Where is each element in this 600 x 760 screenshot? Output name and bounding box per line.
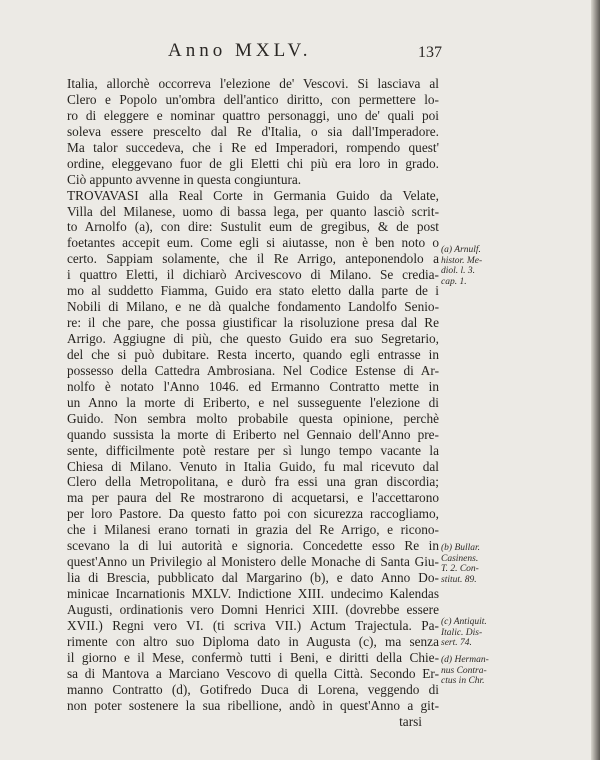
text-line: il giorno e il Mese, confermò tutti i Beni, e diritti della Chie-	[67, 649, 439, 665]
marginal-note-d	[441, 655, 489, 687]
text-line: TROVAVASI alla Real Corte in Germania Guido da Velate,	[67, 187, 439, 203]
text-line: i quattro Eletti, il dichiarò Arcivescovo di Milano. Se credia-	[67, 267, 439, 283]
text-line: quando sussista la morte di Eriberto nel Gennaio dell'Anno pre-	[67, 426, 439, 442]
text-line: Augusti, ordinationis vero Domni Henrici XIII. (dovrebbe essere	[67, 601, 439, 617]
text-line: manno Contratto (d), Gotifredo Duca di Lorena, veggendo di	[67, 681, 439, 697]
text-line: ro di eleggere e nominar quattro personaggi, uno de' quali poi	[67, 107, 439, 123]
text-line: Ciò appunto avvenne in questa congiuntura.	[67, 171, 302, 187]
text-line: sa di Mantova a Marciano Vescovo di quella Città. Secondo Er-	[67, 665, 439, 681]
text-line: minicae Incarnationis MXLV. Indictione XIII. undecimo Kalendas	[67, 586, 439, 601]
text-line: ma per paura del Re mostrarono di acquetarsi, e l'accettarono	[67, 490, 439, 506]
marginal-note-c	[441, 617, 487, 649]
note-line: diol. l. 3.	[441, 266, 476, 276]
marginal-note-b	[441, 543, 480, 585]
text-line: certo. Sappiam solamente, che il Re Arrigo, anteponendolo a	[67, 251, 439, 267]
text-line: Chiesa di Milano. Venuto in Italia Guido, fu mal ricevuto dal	[67, 458, 439, 474]
text-line: che i Milanesi erano tornati in grazia del Re Arrigo, e ricono-	[67, 522, 439, 538]
note-line: cap. 1.	[441, 276, 467, 287]
note-line: nus Contra-	[441, 665, 487, 676]
text-line: soleva essere prescelto dal Re d'Italia, o sia dall'Imperadore.	[67, 123, 439, 139]
text-line: lia di Brescia, pubblicato dal Margarino (b), e dato Anno Do-	[67, 570, 439, 586]
note-line: (b) Bullar.	[441, 543, 481, 553]
note-line: (c) Antiquit.	[441, 617, 487, 627]
note-line: Italic. Dis-	[441, 627, 483, 638]
text-line: Clero e Popolo un'ombra dell'antico diritto, con permettere lo-	[67, 91, 439, 107]
note-line: (d) Herman-	[441, 655, 489, 665]
text-line: Ma talor succedeva, che i Re ed Imperadori, rompendo quest'	[67, 139, 439, 155]
text-line: Villa del Milanese, uomo di bassa lega, per quanto lasciò scrit-	[67, 203, 439, 219]
text-line: quest'Anno un Privilegio al Monistero delle Monache di Santa Giu-	[67, 554, 439, 570]
text-line: per loro Pastore. Da questo fatto poi con sicurezza raccogliamo,	[67, 506, 439, 522]
note-line: (a) Arnulf.	[441, 245, 481, 255]
note-line: Casinens.	[441, 553, 479, 564]
note-line: stitut. 89.	[441, 574, 477, 585]
text-line: scevano la di lui autorità e signoria. Concedette esso Re in	[67, 538, 439, 554]
note-line: histor. Me-	[441, 255, 483, 266]
text-line: Arrigo. Aggiugne di più, che questo Guido era suo Segretario,	[67, 331, 439, 346]
text-line: nolfo è notato l'Anno 1046. ed Ermanno Contratto mette in	[67, 378, 439, 394]
text-line: tarsi	[399, 713, 422, 729]
text-line: Italia, allorchè occorreva l'elezione de' Vescovi. Si lasciava al	[67, 76, 439, 91]
text-line: XVII.) Regni vero VI. (ti scriva VII.) Actum Trajectula. Pa-	[67, 617, 439, 633]
text-line: mo al suddetto Fiamma, Guido era stato eletto dalla parte de i	[67, 283, 439, 299]
text-line: foetantes accepit eum. Come egli si aiutasse, non è ben noto o	[67, 235, 439, 251]
note-line: ctus in Chr.	[441, 676, 485, 686]
text-line: Guido. Non sembra molto probabile questa opinione, perchè	[67, 410, 439, 426]
text-line: Clero della Metropolitana, e durò fra essi una gran discordia;	[67, 474, 439, 490]
note-line: T. 2. Con-	[441, 564, 479, 574]
page-header	[0, 40, 580, 70]
text-line: non poter sostenere la sua ribellione, andò in quest'Anno a git-	[67, 697, 439, 713]
body-text	[67, 76, 439, 729]
text-line: possesso della Cattedra Ambrosiana. Nel Codice Estense di Ar-	[67, 362, 439, 378]
note-line: sert. 74.	[441, 638, 472, 648]
text-line: del che si può dubitare. Resta incerto, quando egli entrasse in	[67, 346, 439, 362]
page-number: 137	[418, 44, 442, 61]
text-line: Nobili di Milano, e ne dà qualche fondamento Landolfo Senio-	[67, 299, 439, 315]
text-line: rimente con altro suo Diploma dato in Augusta (c), ma senza	[67, 633, 439, 649]
text-line: re: il che pare, che possa giustificar la risoluzione presa dal Re	[67, 315, 439, 331]
text-line: un Anno la morte di Eriberto, e nel susseguente l'elezione di	[67, 394, 439, 410]
running-title: Anno MXLV.	[168, 40, 312, 61]
page-edge-shadow	[591, 0, 600, 760]
text-line: to Arnolfo (a), con dire: Sustulit eum de gregibus, & de post	[67, 219, 439, 235]
marginal-note-a	[441, 245, 482, 287]
text-line: sente, difficilmente potè restare per sì lungo tempo vacante la	[67, 442, 439, 458]
text-line: ordine, eleggevano fuor de gli Eletti chi più era loro in grado.	[67, 155, 439, 171]
